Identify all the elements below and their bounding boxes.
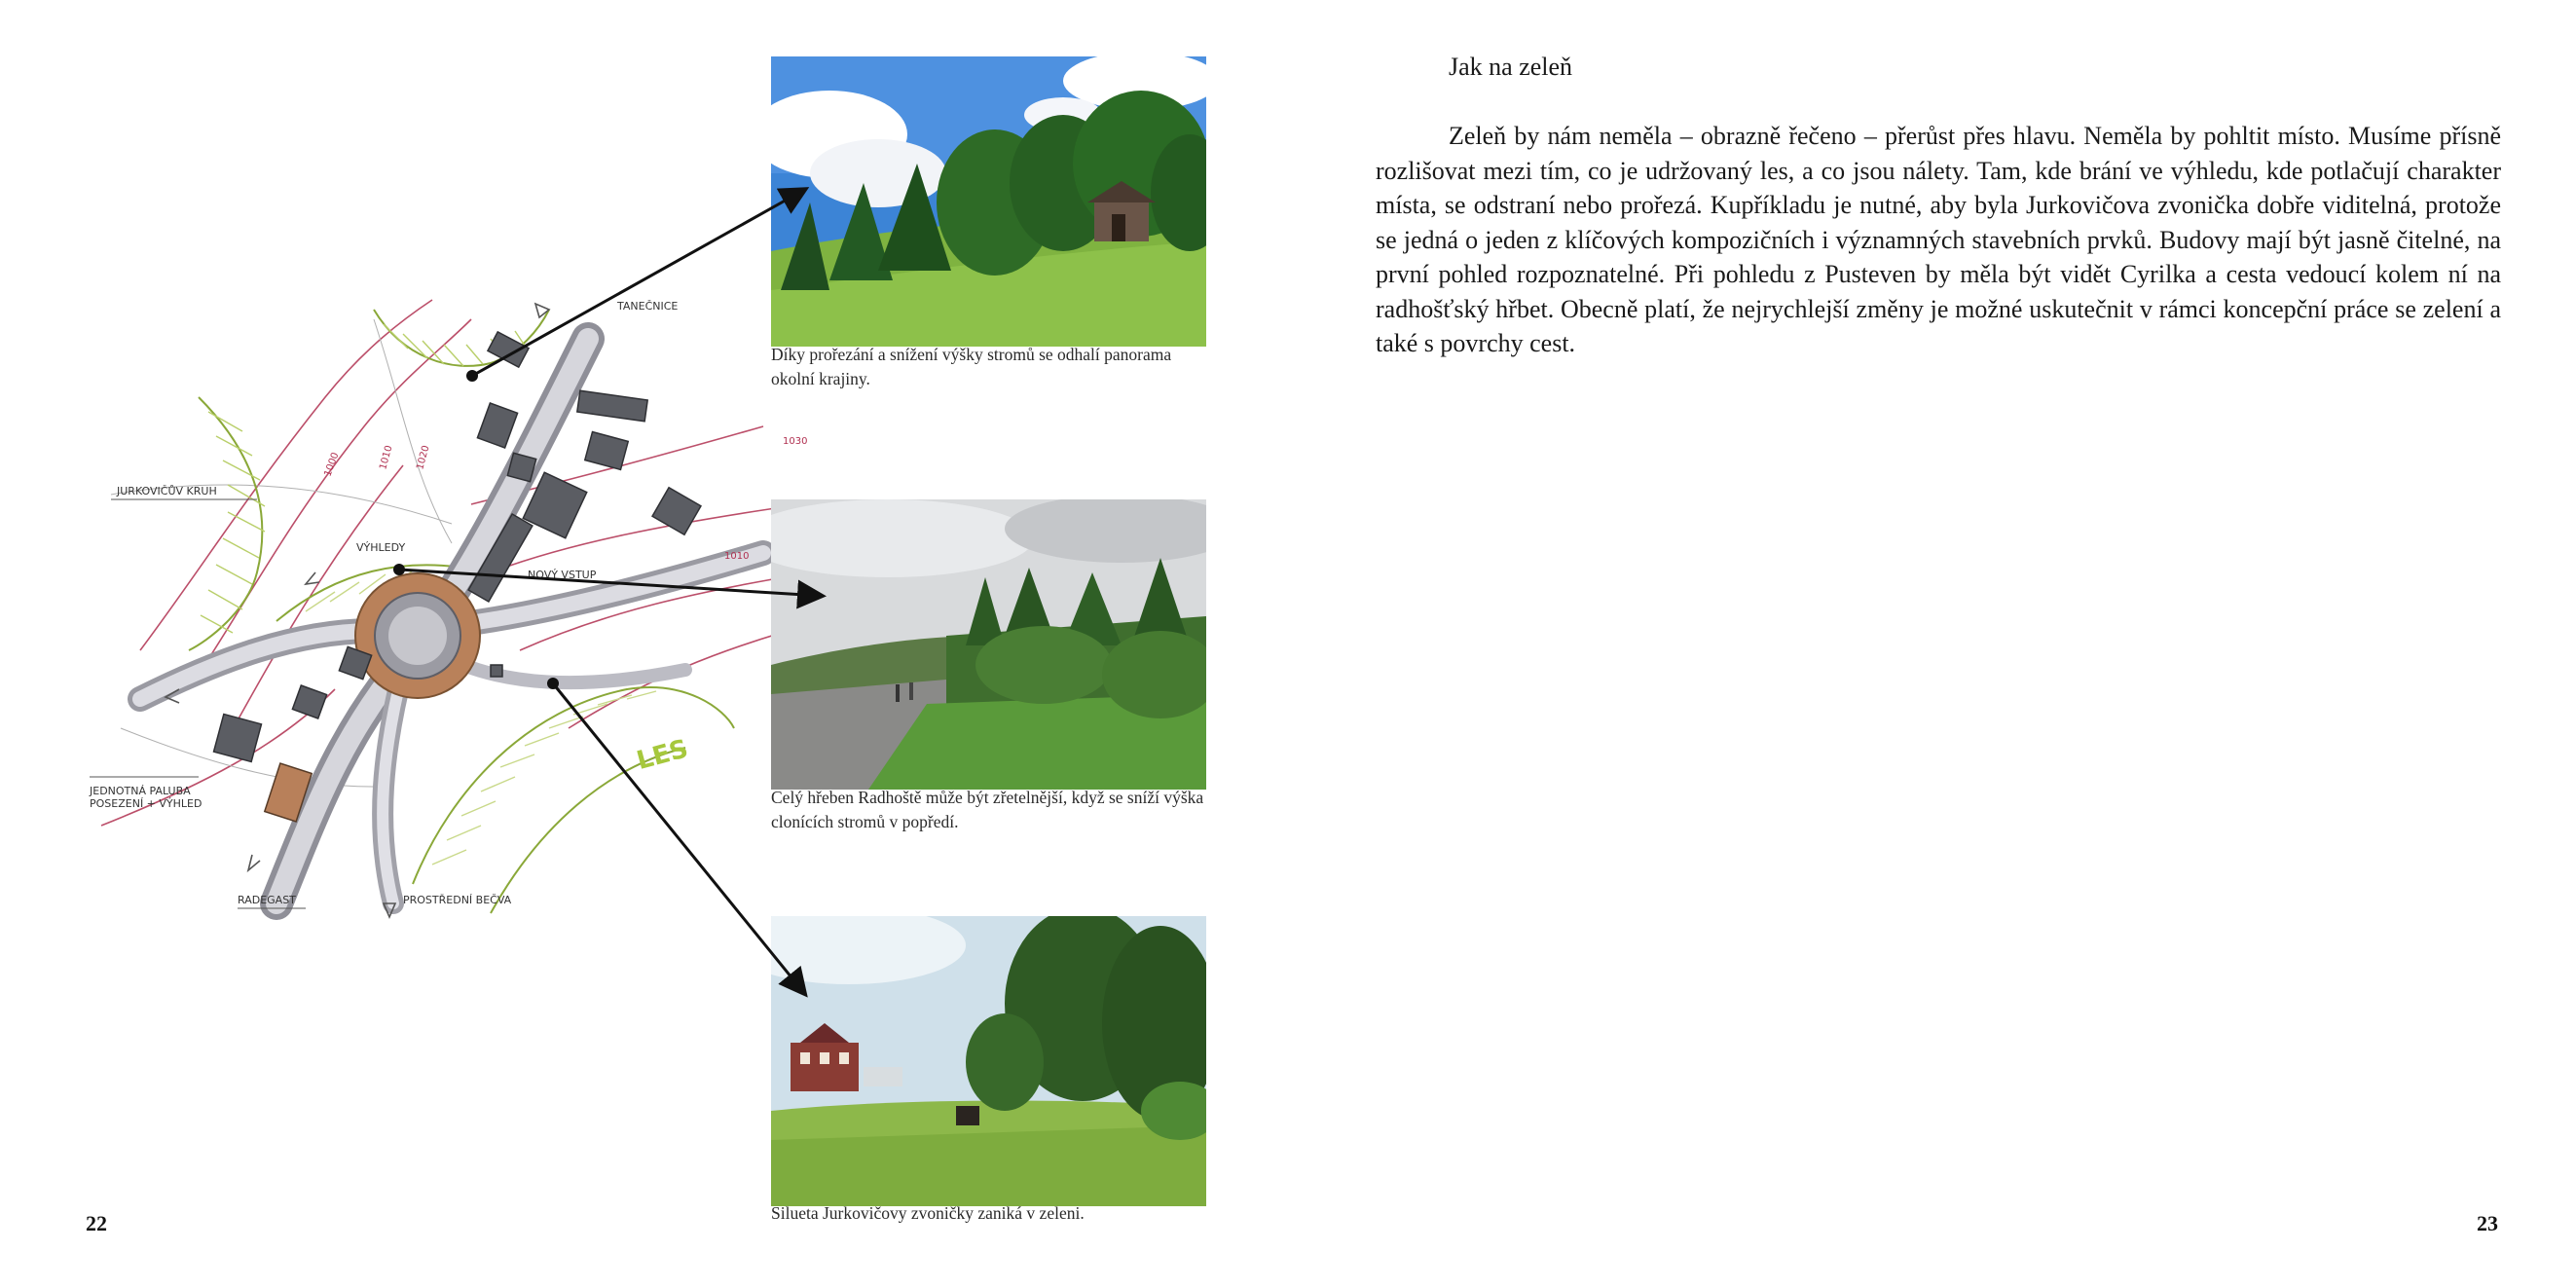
section-heading: Jak na zeleň: [1449, 53, 1573, 81]
page-number-left: 22: [86, 1211, 107, 1235]
contour-label: 1010: [724, 551, 750, 562]
contour-label: 1000: [322, 451, 342, 479]
contour-label: 1020: [415, 444, 432, 471]
plan-label-jurkovicuv-kruh: JURKOVIČŮV KRUH: [117, 485, 217, 497]
caption-photo-1: Díky prořezání a snížení výšky stromů se odhalí panorama okolní krajiny.: [771, 345, 1172, 388]
plan-label-jednotna-paluba: JEDNOTNÁ PALUBA POSEZENÍ + VÝHLED: [90, 785, 202, 810]
right-page: [1288, 0, 2576, 1288]
plan-label-radegast: RADEGAST: [238, 894, 296, 906]
plan-label-les: LES: [633, 734, 691, 777]
photo-panorama-trees: [771, 56, 1206, 347]
photo-jurkovic-bell-tower: [771, 916, 1206, 1206]
body-paragraph: Zeleň by nám neměla – obrazně řečeno – přerůst přes hlavu. Neměla by pohltit místo. Musíme přísně rozlišovat mezi tím, co je udržovaný les, a co jsou nálety. Tam, kde brání ve výhledu, kde potlačují charakter místa, se odstraní nebo prořezá. Kupříkladu je nutné, aby byla Jurkovičova zvonička dobře viditelná, protože se jedná o jeden z klíčových kompozičních i významných stavebních prvků. Budovy mají být jasně čitelné, na první pohled rozpoznatelné. Při pohledu z Pusteven by měla být vidět Cyrilka a cesta vedoucí kolem ní na radhošťský hřbet. Obecně platí, že nejrychlejší změny je možné uskutečnit v rámci koncepční práce se zelení a také s povrchy cest.: [1376, 122, 2501, 357]
plan-label-tanecnice: TANEČNICE: [617, 300, 679, 313]
plan-label-novy-vstup: NOVÝ VSTUP: [528, 569, 597, 581]
photo-radhost-ridge: [771, 499, 1206, 790]
caption-photo-3: Silueta Jurkovičovy zvoničky zaniká v zeleni.: [771, 1203, 1085, 1223]
caption-photo-2: Celý hřeben Radhoště může být zřetelnější, když se sníží výška clonících stromů v popředí.: [771, 788, 1204, 831]
plan-label-prostredni-becva: PROSTŘEDNÍ BEČVA: [403, 894, 512, 906]
contour-label: 1010: [378, 444, 395, 471]
site-plan-sketch: [82, 280, 822, 923]
page-number-right: 23: [2477, 1211, 2498, 1235]
plan-label-vyhledy: VÝHLEDY: [356, 541, 406, 554]
contour-label: 1030: [783, 436, 808, 447]
